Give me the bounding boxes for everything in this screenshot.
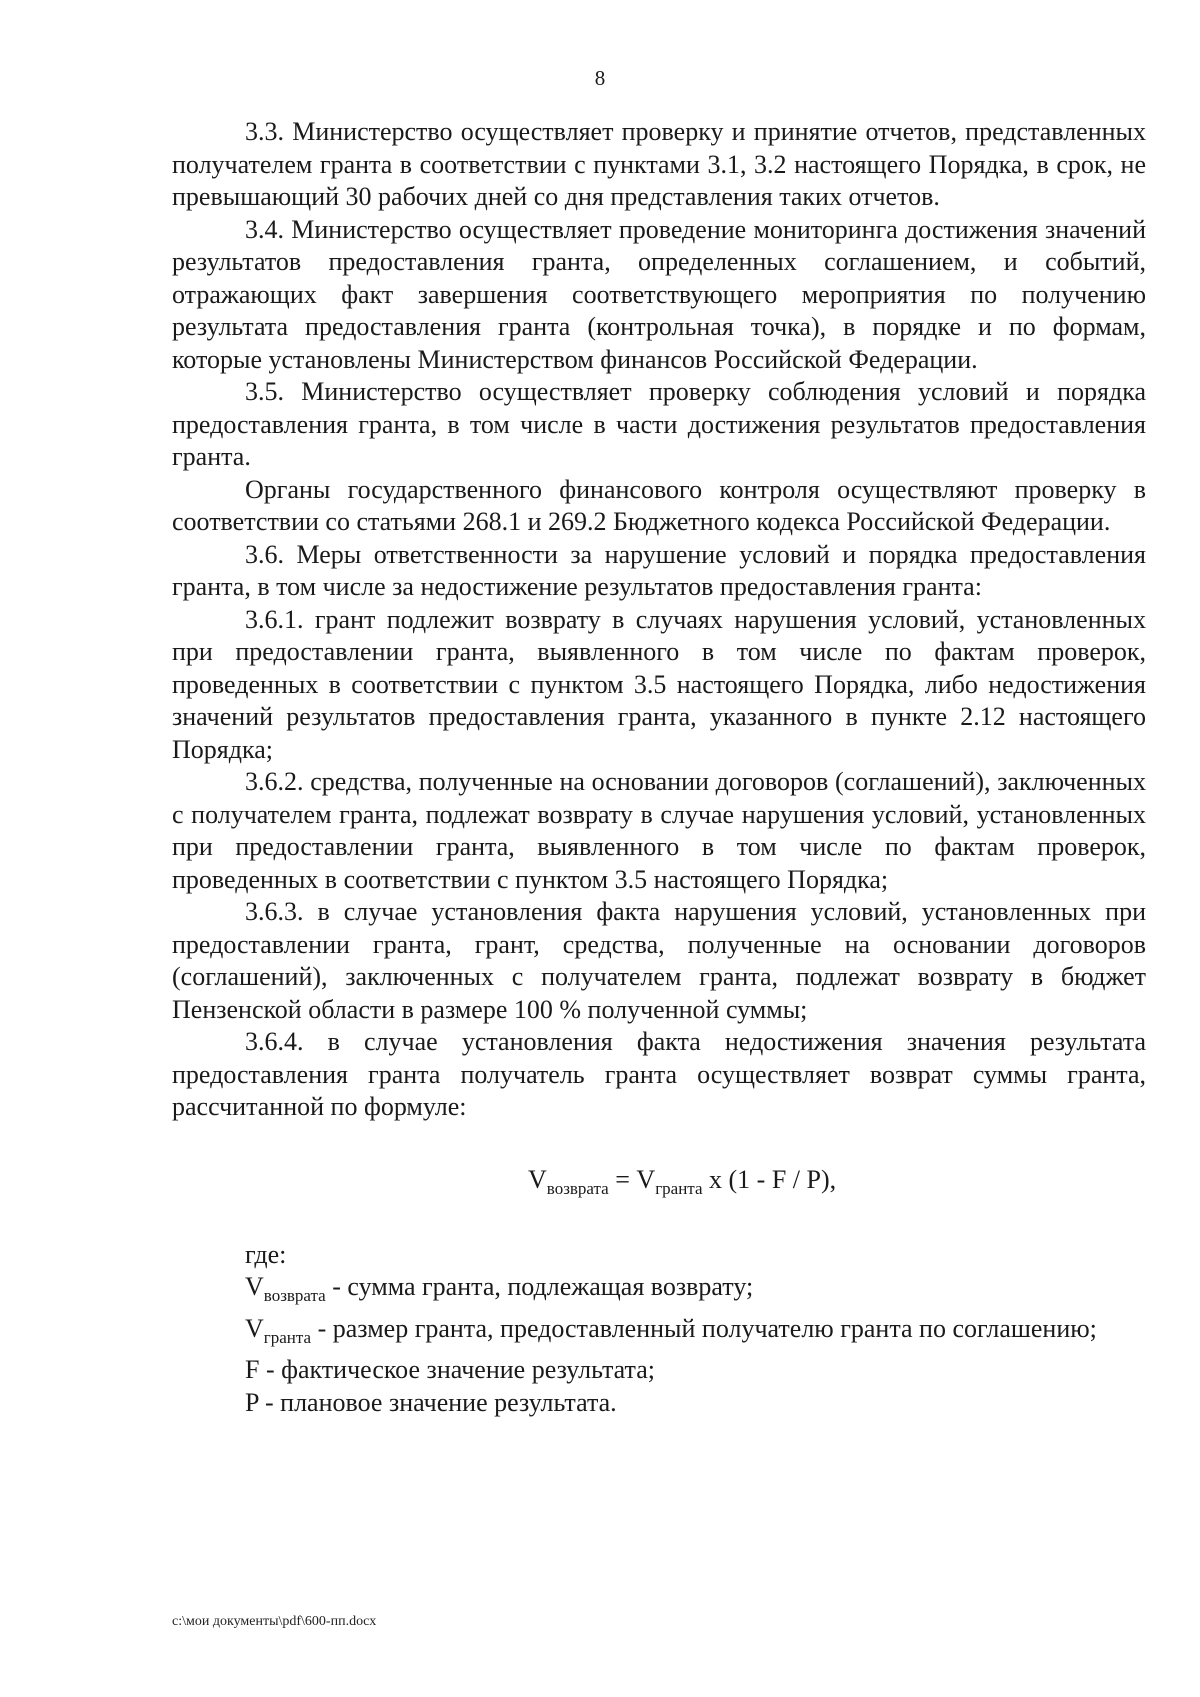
- definition-subscript: гранта: [263, 1327, 312, 1347]
- definition-subscript: возврата: [263, 1286, 326, 1305]
- where-label: где:: [245, 1239, 287, 1269]
- paragraph-3-4: 3.4. Министерство осуществляет проведение мониторинга достижения значений результатов предоставления гранта, определенных соглашением, и событий, отражающих факт завершения соответствующего мероприятия по получению результата предоставления гранта (контрольная точка), в порядке и по формам, которые установлены Министерством финансов Российской Федерации.: [172, 214, 1146, 374]
- definition-text: - размер гранта, предоставленный получателю гранта по соглашению;: [311, 1313, 1097, 1343]
- paragraph-control-bodies: Органы государственного финансового контроля осуществляют проверку в соответствии со статьями 268.1 и 269.2 Бюджетного кодекса Российской Федерации.: [172, 474, 1146, 536]
- footer-file-path: c:\мои документы\pdf\600-пп.docx: [172, 1614, 377, 1629]
- formula-rhs-symbol: V: [636, 1164, 656, 1194]
- paragraph-3-6-2: 3.6.2. средства, полученные на основании договоров (соглашений), заключенных с получателем гранта, подлежат возврату в случае нарушения условий, установленных при предоставлении гранта, выявленного в том числе по фактам проверок, проведенных в соответствии с пунктом 3.5 настоящего Порядка;: [172, 767, 1146, 894]
- definition-symbol: V: [245, 1272, 264, 1301]
- paragraph-3-5: 3.5. Министерство осуществляет проверку соблюдения условий и порядка предоставления гранта, в том числе в части достижения результатов предоставления гранта.: [172, 377, 1146, 471]
- paragraph-3-6-3: 3.6.3. в случае установления факта нарушения условий, установленных при предоставлении гранта, грант, средства, полученные на основании договоров (соглашений), заключенных с получателем гранта, подлежат возврату в бюджет Пензенской области в размере 100 % полученной суммы;: [172, 897, 1146, 1024]
- definition-text: P - плановое значение результата.: [245, 1387, 617, 1417]
- formula-equals: =: [608, 1164, 637, 1194]
- definition-v-grant: [172, 1313, 1146, 1355]
- document-body: [172, 116, 1146, 1419]
- refund-formula: [172, 1164, 1146, 1205]
- formula-lhs-symbol: V: [528, 1164, 547, 1194]
- definition-p: [172, 1387, 1146, 1420]
- paragraph-3-3: 3.3. Министерство осуществляет проверку и принятие отчетов, представленных получателем гранта в соответствии с пунктами 3.1, 3.2 настоящего Порядка, в срок, не превышающий 30 рабочих дней со дня представления таких отчетов.: [172, 117, 1146, 211]
- definition-v-refund: [172, 1271, 1146, 1313]
- formula-lhs-subscript: возврата: [546, 1178, 609, 1198]
- paragraph-3-6: 3.6. Меры ответственности за нарушение условий и порядка предоставления гранта, в том числе за недостижение результатов предоставления гранта:: [172, 539, 1146, 601]
- paragraph-3-6-4: 3.6.4. в случае установления факта недостижения значения результата предоставления гранта получатель гранта осуществляет возврат суммы гранта, рассчитанной по формуле:: [172, 1027, 1146, 1121]
- page-number: 8: [594, 66, 606, 90]
- definition-text: F - фактическое значение результата;: [245, 1355, 655, 1384]
- definition-text: - сумма гранта, подлежащая возврату;: [325, 1272, 754, 1301]
- definition-f: [172, 1354, 1146, 1387]
- definition-symbol: V: [245, 1313, 264, 1343]
- paragraph-3-6-1: 3.6.1. грант подлежит возврату в случаях нарушения условий, установленных при предоставлении гранта, выявленного в том числе по фактам проверок, проведенных в соответствии с пунктом 3.5 настоящего Порядка, либо недостижения значений результатов предоставления гранта, указанного в пункте 2.12 настоящего Порядка;: [172, 604, 1146, 764]
- formula-rhs-tail: x (1 - F / P),: [702, 1164, 837, 1194]
- formula-rhs-subscript: гранта: [655, 1178, 703, 1198]
